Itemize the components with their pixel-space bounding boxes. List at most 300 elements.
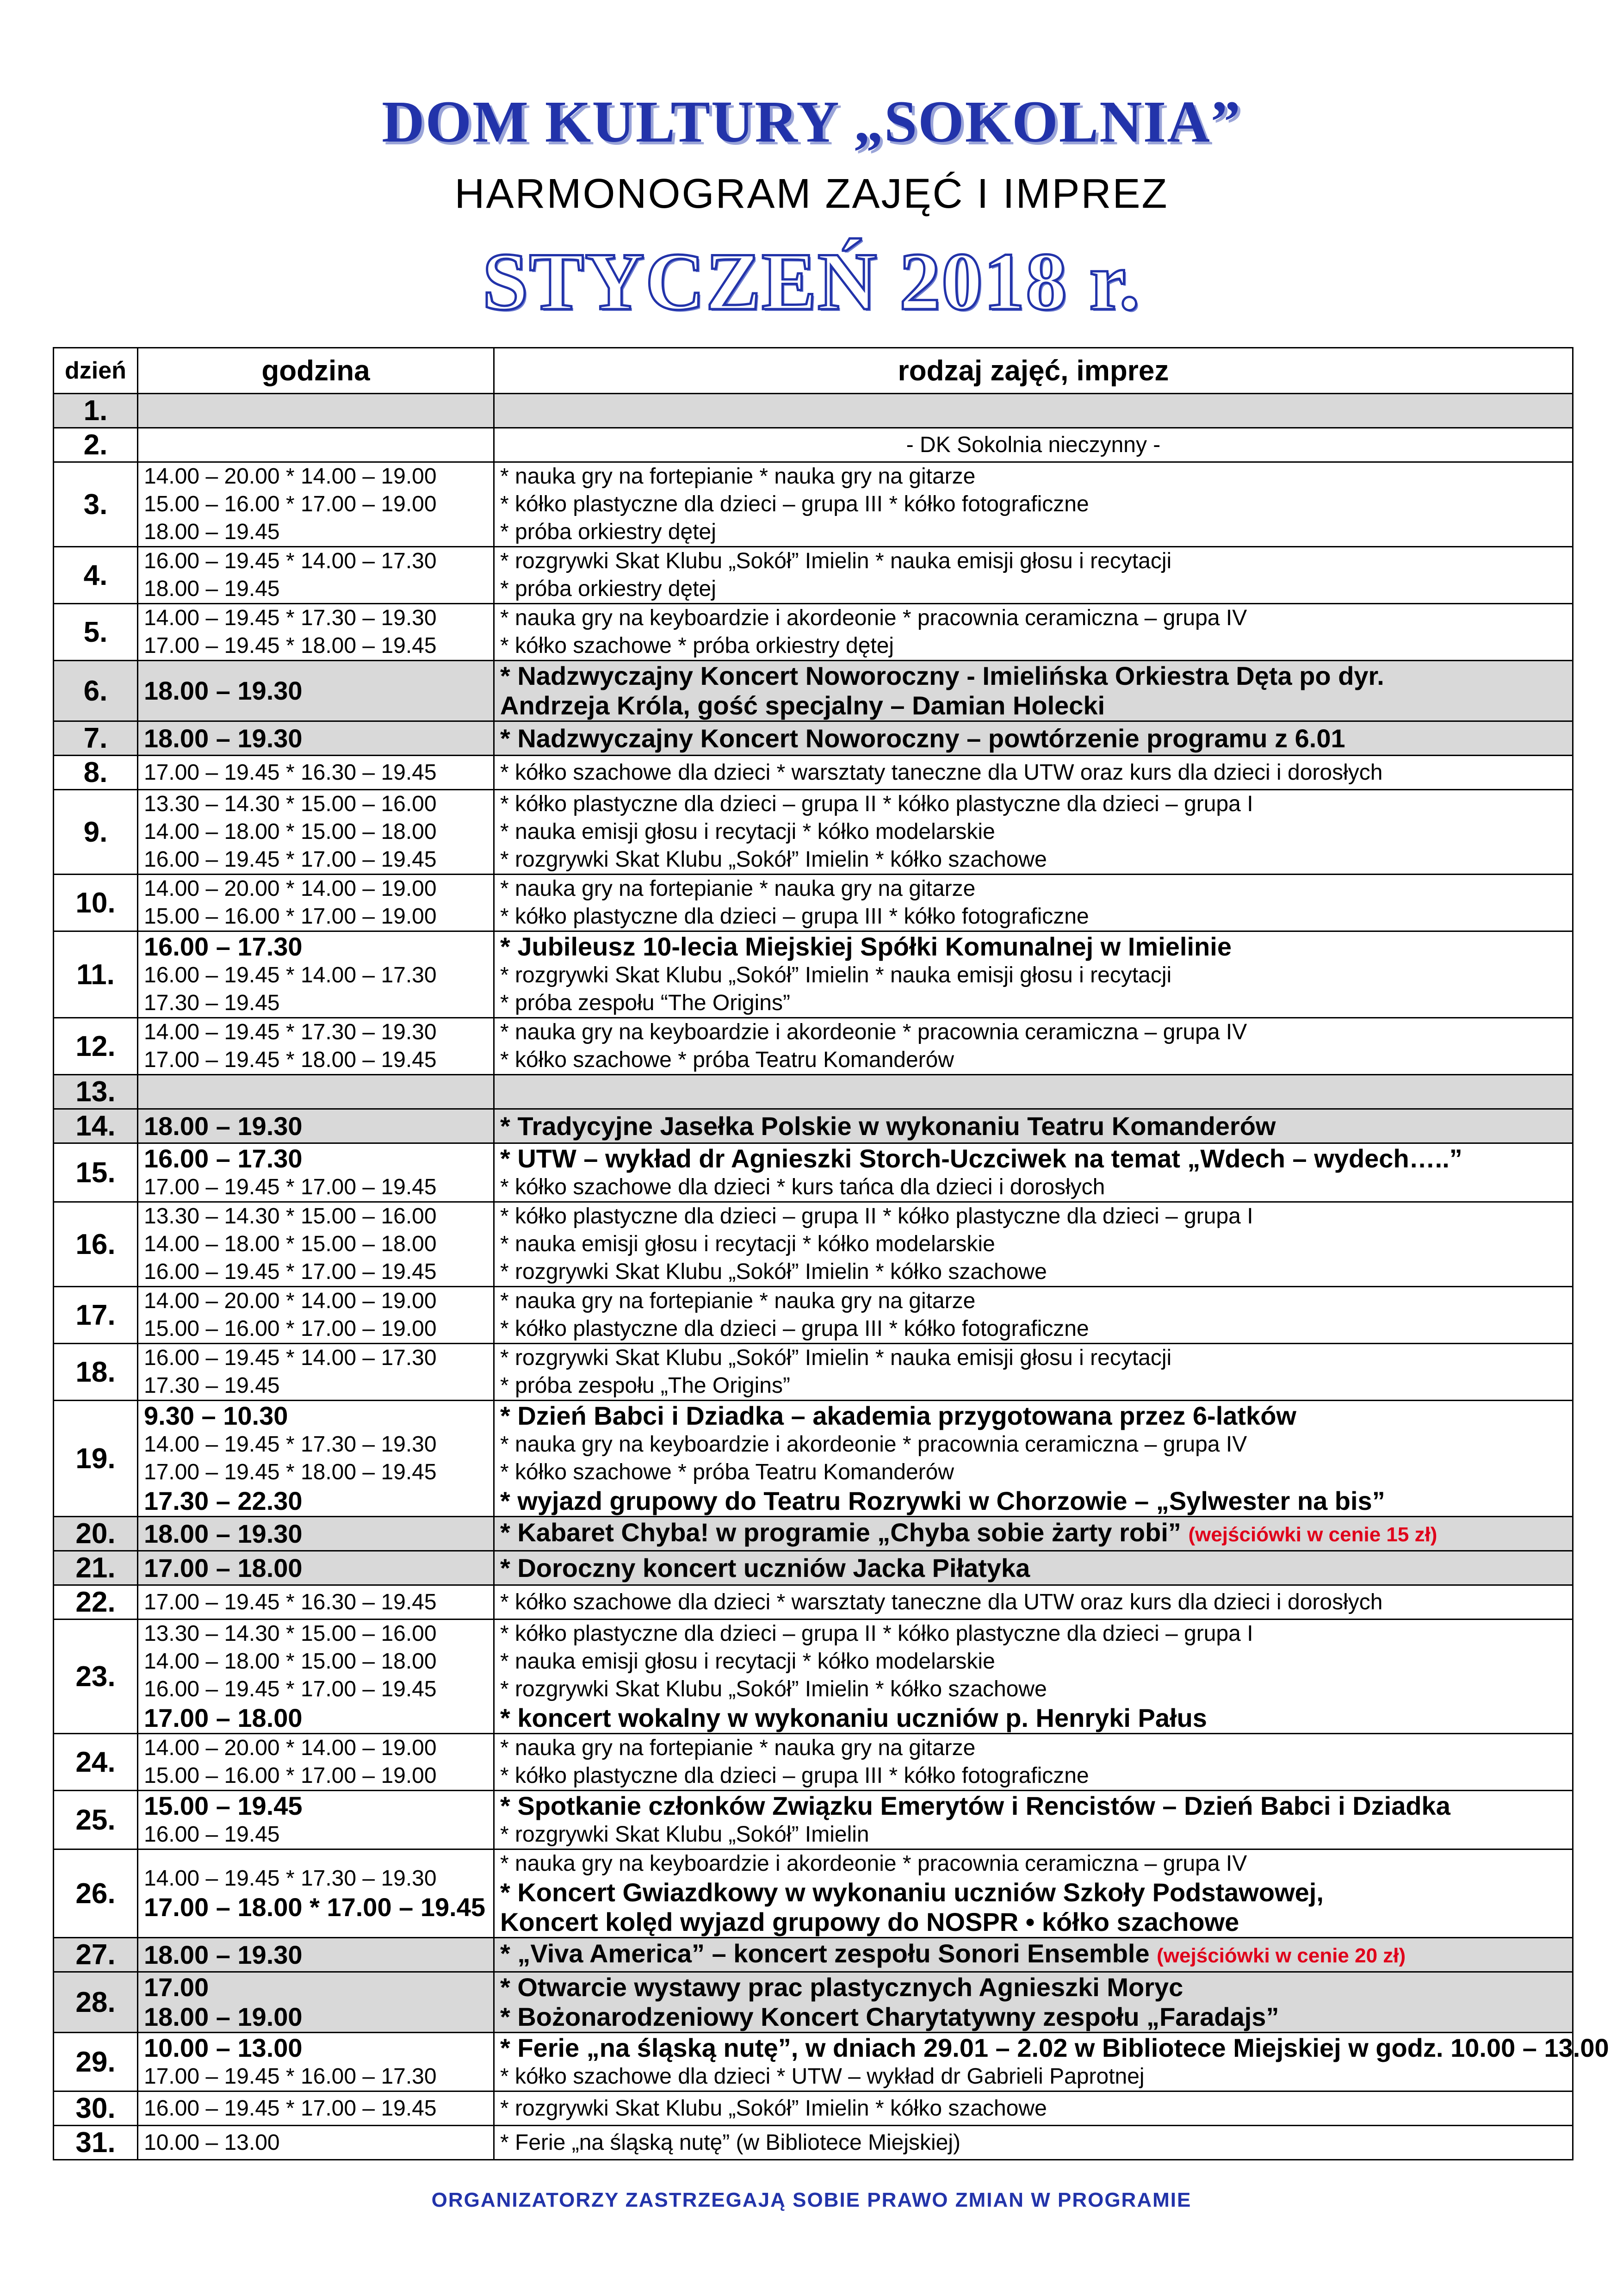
- day-cell: 7.: [54, 721, 138, 756]
- day-cell: 25.: [54, 1791, 138, 1849]
- time-line: 18.00 – 19.45: [144, 520, 280, 544]
- day-cell: 17.: [54, 1287, 138, 1344]
- activity-text: * Tradycyjne Jasełka Polskie w wykonaniu Teatru Komanderów: [500, 1111, 1276, 1141]
- time-cell: [138, 1018, 494, 1075]
- day-cell: 2.: [54, 428, 138, 462]
- activity-text: * Dzień Babci i Dziadka – akademia przygotowana przez 6-latków: [500, 1401, 1296, 1430]
- activity-line: [500, 1287, 1567, 1315]
- activity-text: * rozgrywki Skat Klubu „Sokół” Imielin * kółko szachowe: [500, 847, 1047, 872]
- time-line: 16.00 – 17.30: [144, 1144, 303, 1173]
- activity-text: * nauka emisji głosu i recytacji * kółko modelarskie: [500, 1232, 995, 1256]
- activity-text: * nauka gry na fortepianie * nauka gry na gitarze: [500, 1736, 976, 1760]
- activity-line: [500, 1821, 1567, 1849]
- time-line: 18.00 – 19.30: [144, 1940, 303, 1969]
- time-line: 14.00 – 20.00 * 14.00 – 19.00: [144, 1736, 437, 1760]
- activity-text: Andrzeja Króla, gość specjalny – Damian Holecki: [500, 691, 1105, 720]
- time-cell: [138, 1075, 494, 1109]
- activity-text: * kółko szachowe dla dzieci * UTW – wykład dr Gabrieli Paprotnej: [500, 2064, 1145, 2089]
- time-cell: [138, 790, 494, 875]
- activity-text: Koncert kolęd wyjazd grupowy do NOSPR • kółko szachowe: [500, 1907, 1239, 1936]
- time-line: 18.00 – 19.30: [144, 1519, 303, 1548]
- time-line: 14.00 – 18.00 * 15.00 – 18.00: [144, 819, 437, 844]
- activity-line: [500, 1878, 1567, 1907]
- activity-line: [500, 1018, 1567, 1046]
- table-header-row: [54, 348, 1573, 394]
- activity-line: [500, 846, 1567, 874]
- activity-line: [500, 2095, 1567, 2122]
- activity-text: * kółko szachowe * próba Teatru Komanderów: [500, 1460, 954, 1484]
- time-line: 17.00 – 19.45 * 16.00 – 17.30: [144, 2064, 437, 2089]
- activity-text: * kółko plastyczne dla dzieci – grupa III * kółko fotograficzne: [500, 1763, 1089, 1788]
- time-line: 16.00 – 19.45 * 17.00 – 19.45: [144, 847, 437, 872]
- time-cell: [138, 1734, 494, 1791]
- activity-line: [500, 759, 1567, 787]
- activity-cell: [494, 1938, 1573, 1972]
- activity-cell: [494, 547, 1573, 604]
- time-line: 14.00 – 20.00 * 14.00 – 19.00: [144, 464, 437, 489]
- activity-text: * Doroczny koncert uczniów Jacka Piłatyka: [500, 1553, 1030, 1582]
- activity-cell: [494, 1585, 1573, 1620]
- time-line: 14.00 – 20.00 * 14.00 – 19.00: [144, 876, 437, 901]
- activity-text: * Spotkanie członków Związku Emerytów i Rencistów – Dzień Babci i Dziadka: [500, 1791, 1450, 1820]
- activity-text: * Otwarcie wystawy prac plastycznych Agnieszki Moryc: [500, 1973, 1183, 2002]
- activity-cell: [494, 1075, 1573, 1109]
- time-cell: [138, 1849, 494, 1938]
- table-row: [54, 661, 1573, 721]
- activity-cell: [494, 1849, 1573, 1938]
- time-cell: [138, 428, 494, 462]
- activity-text: * Jubileusz 10-lecia Miejskiej Spółki Komunalnej w Imielinie: [500, 932, 1232, 961]
- activity-line: [500, 1734, 1567, 1762]
- time-line: 18.00 – 19.30: [144, 723, 303, 753]
- activity-line: [500, 1486, 1567, 1516]
- time-line: 13.30 – 14.30 * 15.00 – 16.00: [144, 1621, 437, 1646]
- activity-line: [500, 1939, 1567, 1971]
- time-cell: [138, 2033, 494, 2091]
- activity-text: * Kabaret Chyba! w programie „Chyba sobie żarty robi”: [500, 1518, 1181, 1547]
- time-cell: [138, 547, 494, 604]
- day-cell: 5.: [54, 604, 138, 661]
- activity-line: [500, 431, 1567, 459]
- activity-text: * kółko szachowe dla dzieci * warsztaty taneczne dla UTW oraz kurs dla dzieci i dorosłych: [500, 1589, 1383, 1614]
- time-cell: [138, 1143, 494, 1202]
- activity-text: * Ferie „na śląską nutę”, w dniach 29.01 – 2.02 w Bibliotece Miejskiej w godz. 10.00 – 13.00: [500, 2033, 1609, 2062]
- activity-line: [500, 490, 1567, 518]
- table-row: [54, 1620, 1573, 1734]
- time-line: 17.00 – 19.45 * 16.30 – 19.45: [144, 1589, 437, 1614]
- activity-line: [500, 1401, 1567, 1431]
- activity-line: [500, 989, 1567, 1017]
- time-line: 14.00 – 19.45 * 17.30 – 19.30: [144, 1432, 437, 1457]
- time-cell: [138, 661, 494, 721]
- header-day: dzień: [54, 348, 138, 394]
- day-cell: 11.: [54, 931, 138, 1018]
- time-line: 14.00 – 19.45 * 17.30 – 19.30: [144, 1866, 437, 1891]
- activity-text: * rozgrywki Skat Klubu „Sokół” Imielin * kółko szachowe: [500, 1677, 1047, 1701]
- table-row: [54, 1018, 1573, 1075]
- day-cell: 22.: [54, 1585, 138, 1620]
- activity-cell: [494, 394, 1573, 428]
- time-line: 16.00 – 19.45: [144, 1822, 280, 1847]
- time-cell: [138, 1938, 494, 1972]
- activity-text: * kółko plastyczne dla dzieci – grupa II * kółko plastyczne dla dzieci – grupa I: [500, 792, 1253, 816]
- day-cell: 8.: [54, 756, 138, 790]
- month-heading: STYCZEŃ 2018 r.: [482, 236, 1141, 327]
- activity-line: [500, 2129, 1567, 2157]
- activity-text: * nauka gry na fortepianie * nauka gry na gitarze: [500, 1289, 976, 1313]
- activity-line: [500, 1675, 1567, 1703]
- day-cell: 18.: [54, 1344, 138, 1401]
- activity-line: [500, 1850, 1567, 1878]
- activity-text: * kółko plastyczne dla dzieci – grupa II * kółko plastyczne dla dzieci – grupa I: [500, 1621, 1253, 1646]
- table-row: [54, 721, 1573, 756]
- time-line: 16.00 – 17.30: [144, 932, 303, 961]
- time-line: 16.00 – 19.45 * 14.00 – 17.30: [144, 549, 437, 573]
- activity-cell: [494, 661, 1573, 721]
- table-row: [54, 756, 1573, 790]
- time-line: 15.00 – 16.00 * 17.00 – 19.00: [144, 1316, 437, 1341]
- activity-line: [500, 1344, 1567, 1372]
- activity-text: * kółko szachowe dla dzieci * warsztaty taneczne dla UTW oraz kurs dla dzieci i dorosłych: [500, 760, 1383, 785]
- activity-text: * koncert wokalny w wykonaniu uczniów p. Henryki Pałus: [500, 1703, 1207, 1732]
- activity-cell: [494, 428, 1573, 462]
- activity-text: * nauka gry na keyboardzie i akordeonie * pracownia ceramiczna – grupa IV: [500, 1020, 1247, 1044]
- activity-text: * nauka gry na keyboardzie i akordeonie * pracownia ceramiczna – grupa IV: [500, 1432, 1247, 1457]
- activity-line: [500, 547, 1567, 575]
- activity-cell: [494, 931, 1573, 1018]
- activity-text: * próba zespołu „The Origins”: [500, 1373, 790, 1398]
- time-cell: [138, 1972, 494, 2033]
- activity-text: * kółko plastyczne dla dzieci – grupa III * kółko fotograficzne: [500, 492, 1089, 516]
- activity-line: [500, 1791, 1567, 1821]
- table-row: [54, 1143, 1573, 1202]
- day-cell: 1.: [54, 394, 138, 428]
- activity-line: [500, 903, 1567, 931]
- table-row: [54, 1075, 1573, 1109]
- table-row: [54, 1791, 1573, 1849]
- time-line: 18.00 – 19.00: [144, 2002, 303, 2031]
- table-row: [54, 1401, 1573, 1517]
- day-cell: 27.: [54, 1938, 138, 1972]
- time-cell: [138, 721, 494, 756]
- day-cell: 3.: [54, 462, 138, 547]
- time-cell: [138, 462, 494, 547]
- activity-cell: [494, 2126, 1573, 2160]
- activity-text: * nauka emisji głosu i recytacji * kółko modelarskie: [500, 1649, 995, 1674]
- activity-line: [500, 1315, 1567, 1343]
- ticket-price-note: (wejściówki w cenie 15 zł): [1188, 1523, 1437, 1546]
- activity-text: * nauka gry na keyboardzie i akordeonie * pracownia ceramiczna – grupa IV: [500, 606, 1247, 630]
- time-line: 17.00 – 19.45 * 18.00 – 19.45: [144, 1048, 437, 1072]
- time-line: 17.00 – 19.45 * 18.00 – 19.45: [144, 1460, 437, 1484]
- time-cell: [138, 1791, 494, 1849]
- time-line: 10.00 – 13.00: [144, 2130, 280, 2155]
- ticket-price-note: (wejściówki w cenie 20 zł): [1157, 1944, 1406, 1967]
- time-line: 13.30 – 14.30 * 15.00 – 16.00: [144, 792, 437, 816]
- time-line: 17.30 – 19.45: [144, 1373, 280, 1398]
- activity-text: * kółko szachowe * próba orkiestry dętej: [500, 633, 894, 658]
- time-line: 14.00 – 18.00 * 15.00 – 18.00: [144, 1649, 437, 1674]
- table-row: [54, 2033, 1573, 2091]
- day-cell: 28.: [54, 1972, 138, 2033]
- time-cell: [138, 604, 494, 661]
- activity-cell: [494, 1972, 1573, 2033]
- time-cell: [138, 756, 494, 790]
- activity-text: * Koncert Gwiazdkowy w wykonaniu uczniów Szkoły Podstawowej,: [500, 1878, 1324, 1907]
- table-row: [54, 2091, 1573, 2126]
- table-row: [54, 1517, 1573, 1551]
- activity-text: * nauka gry na fortepianie * nauka gry na gitarze: [500, 464, 976, 489]
- header-activity: rodzaj zajęć, imprez: [494, 348, 1573, 394]
- time-line: 9.30 – 10.30: [144, 1401, 288, 1430]
- activity-cell: [494, 1143, 1573, 1202]
- table-row: [54, 1344, 1573, 1401]
- time-line: 16.00 – 19.45 * 17.00 – 19.45: [144, 1260, 437, 1284]
- day-cell: 20.: [54, 1517, 138, 1551]
- time-cell: [138, 1517, 494, 1551]
- activity-line: [500, 1648, 1567, 1675]
- activity-line: [500, 1046, 1567, 1074]
- time-line: 16.00 – 19.45 * 14.00 – 17.30: [144, 963, 437, 987]
- activity-line: [500, 875, 1567, 903]
- day-cell: 9.: [54, 790, 138, 875]
- time-cell: [138, 1620, 494, 1734]
- day-cell: 21.: [54, 1551, 138, 1585]
- table-row: [54, 931, 1573, 1018]
- time-line: 17.00 – 18.00: [144, 1703, 303, 1732]
- table-row: [54, 604, 1573, 661]
- activity-text: * kółko szachowe dla dzieci * kurs tańca dla dzieci i dorosłych: [500, 1175, 1105, 1199]
- activity-cell: [494, 721, 1573, 756]
- time-line: 10.00 – 13.00: [144, 2033, 303, 2062]
- footer-note: ORGANIZATORZY ZASTRZEGAJĄ SOBIE PRAWO ZMIAN W PROGRAMIE: [431, 2189, 1192, 2211]
- table-row: [54, 1109, 1573, 1143]
- activity-text: * kółko plastyczne dla dzieci – grupa III * kółko fotograficzne: [500, 904, 1089, 929]
- table-row: [54, 1551, 1573, 1585]
- activity-cell: [494, 1517, 1573, 1551]
- activity-cell: [494, 1734, 1573, 1791]
- activity-cell: [494, 1401, 1573, 1517]
- time-line: 13.30 – 14.30 * 15.00 – 16.00: [144, 1204, 437, 1229]
- time-line: 14.00 – 19.45 * 17.30 – 19.30: [144, 606, 437, 630]
- activity-cell: [494, 1620, 1573, 1734]
- time-line: 17.30 – 22.30: [144, 1486, 303, 1515]
- time-line: 17.00 – 18.00: [144, 1553, 303, 1582]
- table-row: [54, 790, 1573, 875]
- activity-cell: [494, 2091, 1573, 2126]
- time-line: 17.00 – 19.45 * 18.00 – 19.45: [144, 633, 437, 658]
- time-cell: [138, 1585, 494, 1620]
- activity-line: [500, 2002, 1567, 2032]
- time-cell: [138, 1551, 494, 1585]
- day-cell: 13.: [54, 1075, 138, 1109]
- time-line: 17.30 – 19.45: [144, 991, 280, 1015]
- activity-text: * kółko plastyczne dla dzieci – grupa II * kółko plastyczne dla dzieci – grupa I: [500, 1204, 1253, 1229]
- activity-text: * rozgrywki Skat Klubu „Sokół” Imielin * nauka emisji głosu i recytacji: [500, 963, 1172, 987]
- activity-line: [500, 1518, 1567, 1550]
- day-cell: 16.: [54, 1202, 138, 1287]
- activity-line: [500, 632, 1567, 660]
- activity-line: [500, 1144, 1567, 1173]
- day-cell: 15.: [54, 1143, 138, 1202]
- schedule-table: [53, 347, 1609, 2160]
- activity-text: * Bożonarodzeniowy Koncert Charytatywny zespołu „Faradajs”: [500, 2002, 1279, 2031]
- activity-text: - DK Sokolnia nieczynny -: [906, 432, 1161, 457]
- activity-line: [500, 2033, 1609, 2063]
- day-cell: 19.: [54, 1401, 138, 1517]
- activity-cell: [494, 1109, 1573, 1143]
- activity-text: * rozgrywki Skat Klubu „Sokół” Imielin * nauka emisji głosu i recytacji: [500, 549, 1172, 573]
- activity-line: [500, 932, 1567, 962]
- activity-cell: [494, 875, 1573, 931]
- day-cell: 6.: [54, 661, 138, 721]
- activity-line: [500, 691, 1567, 720]
- table-row: [54, 1938, 1573, 1972]
- activity-line: [500, 1258, 1567, 1286]
- activity-text: * rozgrywki Skat Klubu „Sokół” Imielin * kółko szachowe: [500, 1260, 1047, 1284]
- activity-line: [500, 1907, 1567, 1937]
- page-title: DOM KULTURY „SOKOLNIA”: [382, 89, 1241, 155]
- table-row: [54, 1287, 1573, 1344]
- activity-cell: [494, 1287, 1573, 1344]
- activity-text: * nauka gry na fortepianie * nauka gry na gitarze: [500, 876, 976, 901]
- activity-text: * „Viva America” – koncert zespołu Sonori Ensemble: [500, 1939, 1150, 1968]
- activity-cell: [494, 790, 1573, 875]
- time-cell: [138, 2126, 494, 2160]
- activity-line: [500, 1553, 1567, 1583]
- table-row: [54, 1734, 1573, 1791]
- time-line: 15.00 – 16.00 * 17.00 – 19.00: [144, 904, 437, 929]
- activity-text: * kółko szachowe * próba Teatru Komanderów: [500, 1048, 954, 1072]
- day-cell: 10.: [54, 875, 138, 931]
- activity-cell: [494, 604, 1573, 661]
- time-line: 14.00 – 19.45 * 17.30 – 19.30: [144, 1020, 437, 1044]
- activity-line: [500, 604, 1567, 632]
- activity-line: [500, 1458, 1567, 1486]
- day-cell: 23.: [54, 1620, 138, 1734]
- time-line: 17.00 – 18.00 * 17.00 – 19.45: [144, 1893, 485, 1922]
- activity-line: [500, 1620, 1567, 1648]
- activity-text: * Ferie „na śląską nutę” (w Bibliotece Miejskiej): [500, 2130, 961, 2155]
- time-line: 16.00 – 19.45 * 17.00 – 19.45: [144, 1677, 437, 1701]
- table-row: [54, 547, 1573, 604]
- activity-line: [500, 1431, 1567, 1458]
- activity-text: * próba orkiestry dętej: [500, 520, 716, 544]
- time-line: 15.00 – 16.00 * 17.00 – 19.00: [144, 492, 437, 516]
- activity-cell: [494, 1018, 1573, 1075]
- activity-line: [500, 818, 1567, 846]
- activity-text: * Nadzwyczajny Koncert Noworoczny – powtórzenie programu z 6.01: [500, 723, 1345, 753]
- activity-line: [500, 518, 1567, 546]
- activity-text: * wyjazd grupowy do Teatru Rozrywki w Chorzowie – „Sylwester na bis”: [500, 1486, 1385, 1515]
- table-row: [54, 394, 1573, 428]
- activity-text: * Nadzwyczajny Koncert Noworoczny - Imielińska Orkiestra Dęta po dyr.: [500, 661, 1384, 690]
- table-row: [54, 1202, 1573, 1287]
- activity-text: * rozgrywki Skat Klubu „Sokół” Imielin * kółko szachowe: [500, 2096, 1047, 2121]
- time-cell: [138, 1109, 494, 1143]
- activity-line: [500, 1173, 1567, 1201]
- activity-line: [500, 790, 1567, 818]
- time-line: 16.00 – 19.45 * 14.00 – 17.30: [144, 1346, 437, 1370]
- activity-line: [500, 1703, 1567, 1733]
- time-line: 15.00 – 16.00 * 17.00 – 19.00: [144, 1763, 437, 1788]
- activity-cell: [494, 1344, 1573, 1401]
- activity-cell: [494, 462, 1573, 547]
- activity-line: [500, 724, 1567, 753]
- activity-cell: [494, 1551, 1573, 1585]
- page-subtitle: HARMONOGRAM ZAJĘĆ I IMPREZ: [454, 171, 1169, 217]
- table-row: [54, 2126, 1573, 2160]
- time-line: 17.00: [144, 1973, 209, 2002]
- time-cell: [138, 1401, 494, 1517]
- activity-line: [500, 1372, 1567, 1400]
- time-line: 17.00 – 19.45 * 17.00 – 19.45: [144, 1175, 437, 1199]
- time-cell: [138, 931, 494, 1018]
- time-line: 14.00 – 20.00 * 14.00 – 19.00: [144, 1289, 437, 1313]
- day-cell: 29.: [54, 2033, 138, 2091]
- table-row: [54, 875, 1573, 931]
- activity-line: [500, 1973, 1567, 2002]
- time-line: 18.00 – 19.45: [144, 577, 280, 601]
- time-cell: [138, 394, 494, 428]
- time-line: 18.00 – 19.30: [144, 676, 303, 705]
- time-cell: [138, 1344, 494, 1401]
- activity-line: [500, 1589, 1567, 1616]
- header-time: godzina: [138, 348, 494, 394]
- activity-text: * próba orkiestry dętej: [500, 577, 716, 601]
- activity-text: * rozgrywki Skat Klubu „Sokół” Imielin: [500, 1822, 869, 1847]
- day-cell: 24.: [54, 1734, 138, 1791]
- activity-cell: [494, 1202, 1573, 1287]
- activity-cell: [494, 756, 1573, 790]
- activity-line: [500, 1230, 1567, 1258]
- day-cell: 30.: [54, 2091, 138, 2126]
- time-cell: [138, 1287, 494, 1344]
- day-cell: 4.: [54, 547, 138, 604]
- activity-line: [500, 2063, 1567, 2091]
- table-row: [54, 1849, 1573, 1938]
- schedule-rows: [54, 394, 1609, 2160]
- day-cell: 14.: [54, 1109, 138, 1143]
- table-row: [54, 1972, 1573, 2033]
- activity-cell: [494, 1791, 1573, 1849]
- time-cell: [138, 1202, 494, 1287]
- time-line: 16.00 – 19.45 * 17.00 – 19.45: [144, 2096, 437, 2121]
- time-line: 17.00 – 19.45 * 16.30 – 19.45: [144, 760, 437, 785]
- table-row: [54, 462, 1573, 547]
- activity-line: [500, 1203, 1567, 1230]
- time-line: 18.00 – 19.30: [144, 1111, 303, 1141]
- day-cell: 31.: [54, 2126, 138, 2160]
- time-line: 15.00 – 19.45: [144, 1791, 303, 1820]
- time-line: 14.00 – 18.00 * 15.00 – 18.00: [144, 1232, 437, 1256]
- time-cell: [138, 2091, 494, 2126]
- activity-text: * UTW – wykład dr Agnieszki Storch-Uczciwek na temat „Wdech – wydech…..”: [500, 1144, 1462, 1173]
- day-cell: 12.: [54, 1018, 138, 1075]
- activity-text: * nauka emisji głosu i recytacji * kółko modelarskie: [500, 819, 995, 844]
- activity-line: [500, 463, 1567, 490]
- table-row: [54, 1585, 1573, 1620]
- activity-line: [500, 1111, 1567, 1141]
- activity-text: * próba zespołu “The Origins”: [500, 991, 790, 1015]
- table-row: [54, 428, 1573, 462]
- activity-line: [500, 962, 1567, 989]
- activity-line: [500, 661, 1567, 691]
- activity-text: * nauka gry na keyboardzie i akordeonie * pracownia ceramiczna – grupa IV: [500, 1851, 1247, 1876]
- activity-line: [500, 575, 1567, 603]
- activity-text: * rozgrywki Skat Klubu „Sokół” Imielin * nauka emisji głosu i recytacji: [500, 1346, 1172, 1370]
- activity-text: * kółko plastyczne dla dzieci – grupa III * kółko fotograficzne: [500, 1316, 1089, 1341]
